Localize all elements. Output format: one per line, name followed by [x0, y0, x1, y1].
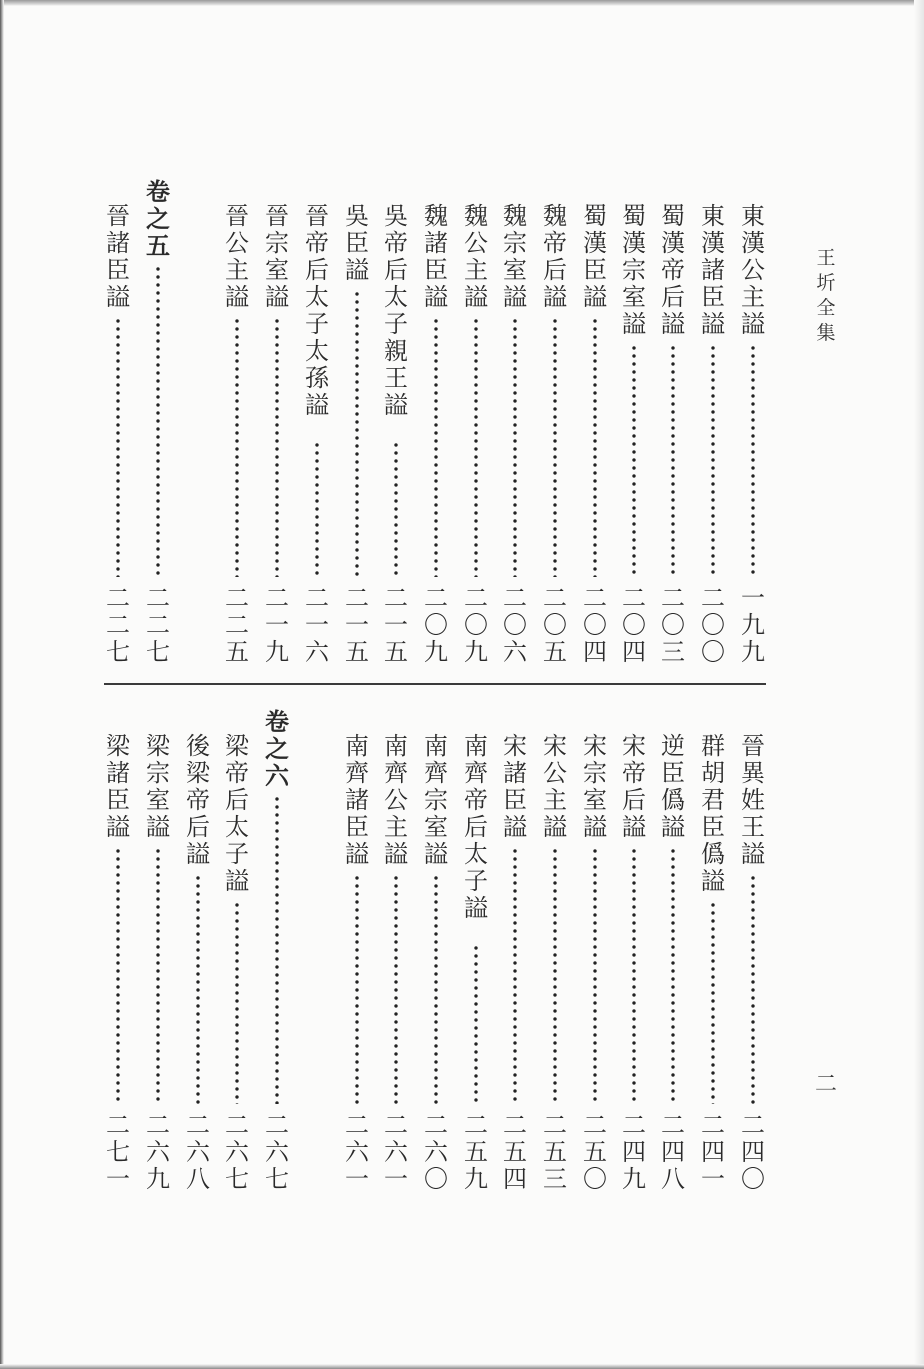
toc-entry-title: 梁 宗 室 謚: [146, 732, 170, 841]
dot-leader: [671, 344, 675, 577]
toc-entry-title: 蜀 漢 臣 謚: [583, 202, 607, 311]
toc-entry-title: 宋 宗 室 謚: [583, 732, 607, 841]
dot-leader: [751, 874, 755, 1104]
toc-page-number: 二 一 六: [305, 584, 329, 666]
running-header: [814, 246, 838, 346]
toc-page-number: 二 六 八: [186, 1111, 210, 1193]
dot-leader: [196, 874, 200, 1104]
toc-entry-title: 南 齊 宗 室 謚: [424, 732, 448, 868]
toc-entry-title: 魏 宗 室 謚: [503, 202, 527, 311]
toc-entry-title: 群 胡 君 臣 僞 謚: [701, 732, 725, 895]
toc-page-number: 二 二 七: [146, 584, 170, 666]
toc-page-number: 一 九 九: [741, 584, 765, 666]
running-header-char: 全: [816, 297, 836, 319]
toc-entry-title: 晉 異 姓 王 謚: [741, 732, 765, 868]
toc-page-number: 二 〇 三: [661, 584, 685, 666]
dot-leader: [474, 317, 478, 577]
dot-leader: [434, 874, 438, 1104]
toc-entry-title: 晉 帝 后 太 子 太 孫 謚: [305, 202, 329, 419]
dot-leader: [116, 847, 120, 1104]
toc-page-number: 二 〇 九: [464, 584, 488, 666]
dot-leader: [593, 317, 597, 577]
dot-leader: [156, 847, 160, 1104]
dot-leader: [355, 874, 359, 1104]
toc-entry-title: 魏 諸 臣 謚: [424, 202, 448, 311]
dot-leader: [394, 441, 398, 577]
dot-leader: [553, 317, 557, 577]
toc-page-number: 二 五 三: [543, 1111, 567, 1193]
dot-leader: [671, 847, 675, 1104]
dot-leader: [235, 901, 239, 1104]
folio-number: 二: [814, 1072, 837, 1097]
toc-entry-title: 晉 諸 臣 謚: [106, 202, 130, 311]
toc-entry-title: 晉 公 主 謚: [225, 202, 249, 311]
dot-leader: [711, 344, 715, 577]
toc-entry-title: 梁 帝 后 太 子 謚: [225, 732, 249, 895]
toc-entry-title: 梁 諸 臣 謚: [106, 732, 130, 841]
toc-page-number: 二 一 五: [345, 584, 369, 666]
toc-page-number: 二 七 一: [106, 1111, 130, 1193]
toc-page-number: 二 六 〇: [424, 1111, 448, 1193]
toc-entry-title: 東 漢 諸 臣 謚: [701, 202, 725, 338]
toc-page-number: 二 四 九: [622, 1111, 646, 1193]
page-bottom-edge: [0, 1364, 924, 1369]
dot-leader: [593, 847, 597, 1104]
toc-entry-title: 南 齊 公 主 謚: [384, 732, 408, 868]
dot-leader: [553, 847, 557, 1104]
toc-page-number: 二 二 七: [106, 584, 130, 666]
page-right-edge: [914, 0, 924, 1369]
dot-leader: [275, 317, 279, 577]
dot-leader: [355, 290, 359, 577]
toc-entry-title: 宋 諸 臣 謚: [503, 732, 527, 841]
toc-page-number: 二 六 一: [384, 1111, 408, 1193]
toc-page-number: 二 二 五: [225, 584, 249, 666]
dot-leader: [156, 265, 160, 577]
toc-page-number: 二 〇 九: [424, 584, 448, 666]
toc-page-number: 二 〇 四: [622, 584, 646, 666]
toc-entry-title: 蜀 漢 帝 后 謚: [661, 202, 685, 338]
section-divider: [104, 683, 766, 685]
toc-entry-title: 宋 帝 后 謚: [622, 732, 646, 841]
toc-entry-title: 吳 帝 后 太 子 親 王 謚: [384, 202, 408, 419]
toc-entry-title: 蜀 漢 宗 室 謚: [622, 202, 646, 338]
dot-leader: [513, 847, 517, 1104]
dot-leader: [275, 795, 279, 1104]
toc-page-number: 二 五 九: [464, 1111, 488, 1193]
toc-page-number: 二 四 八: [661, 1111, 685, 1193]
toc-page-number: 二 六 九: [146, 1111, 170, 1193]
toc-entry-title: 卷 之 六: [265, 707, 289, 790]
toc-entry-title: 南 齊 帝 后 太 子 謚: [464, 732, 488, 922]
toc-entry-title: 後 梁 帝 后 謚: [186, 732, 210, 868]
toc-entry-title: 逆 臣 僞 謚: [661, 732, 685, 841]
dot-leader: [116, 317, 120, 577]
dot-leader: [474, 944, 478, 1104]
toc-page-number: 二 四 一: [701, 1111, 725, 1193]
toc-page-number: 二 一 五: [384, 584, 408, 666]
toc-entry-title: 南 齊 諸 臣 謚: [345, 732, 369, 868]
dot-leader: [235, 317, 239, 577]
running-header-char: 王: [816, 247, 836, 269]
toc-entry-title: 卷 之 五: [146, 177, 170, 260]
toc-page-number: 二 一 九: [265, 584, 289, 666]
toc-page-number: 二 〇 四: [583, 584, 607, 666]
dot-leader: [751, 344, 755, 577]
dot-leader: [632, 847, 636, 1104]
toc-page-number: 二 六 七: [265, 1111, 289, 1193]
toc-entry-title: 吳 臣 謚: [345, 202, 369, 284]
page-top-edge: [0, 0, 924, 6]
toc-page-number: 二 六 一: [345, 1111, 369, 1193]
page-left-edge: [0, 0, 4, 1369]
toc-entry-title: 魏 帝 后 謚: [543, 202, 567, 311]
dot-leader: [711, 901, 715, 1104]
toc-page-number: 二 〇 〇: [701, 584, 725, 666]
running-header-char: 集: [816, 322, 836, 344]
dot-leader: [513, 317, 517, 577]
dot-leader: [434, 317, 438, 577]
toc-page-number: 二 〇 六: [503, 584, 527, 666]
running-header-char: 圻: [816, 272, 836, 294]
toc-entry-title: 宋 公 主 謚: [543, 732, 567, 841]
dot-leader: [632, 344, 636, 577]
toc-entry-title: 晉 宗 室 謚: [265, 202, 289, 311]
toc-entry-title: 魏 公 主 謚: [464, 202, 488, 311]
toc-page-number: 二 五 〇: [583, 1111, 607, 1193]
dot-leader: [315, 441, 319, 577]
toc-page-number: 二 五 四: [503, 1111, 527, 1193]
toc-entry-title: 東 漢 公 主 謚: [741, 202, 765, 338]
toc-page-number: 二 四 〇: [741, 1111, 765, 1193]
toc-page-number: 二 六 七: [225, 1111, 249, 1193]
toc-page-number: 二 〇 五: [543, 584, 567, 666]
dot-leader: [394, 874, 398, 1104]
